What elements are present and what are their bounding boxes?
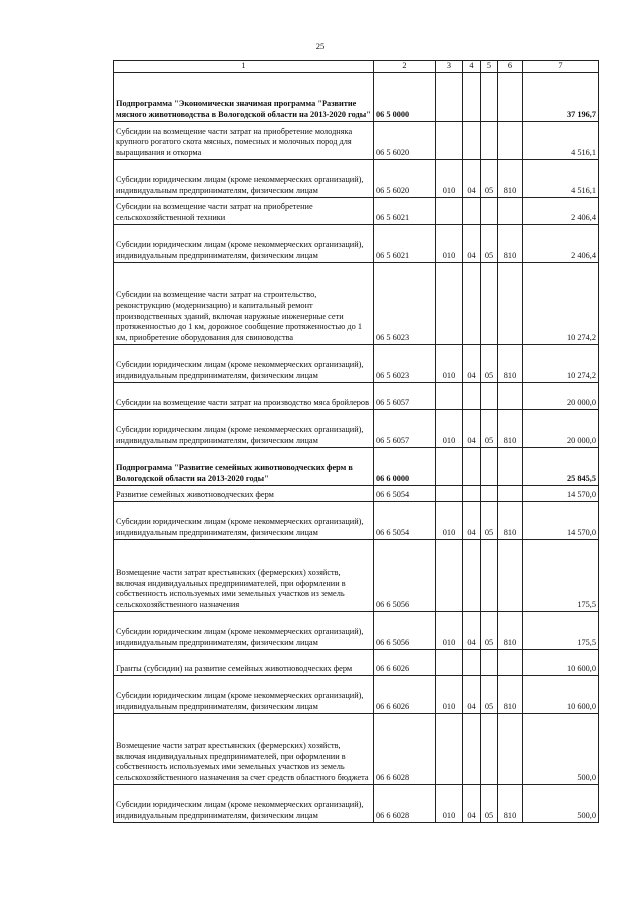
row-name: Гранты (субсидии) на развитие семейных животноводческих ферм <box>114 650 374 676</box>
row-col5 <box>481 263 498 345</box>
row-amount: 500,0 <box>523 785 599 823</box>
row-col5: 05 <box>481 345 498 383</box>
row-code: 06 6 5054 <box>374 502 436 540</box>
header-cell-name: 1 <box>114 61 374 73</box>
row-col5 <box>481 650 498 676</box>
row-amount: 2 406,4 <box>523 198 599 225</box>
row-name: Подпрограмма "Развитие семейных животноводческих ферм в Вологодской области на 2013-2020 годы" <box>114 448 374 486</box>
budget-table <box>113 60 599 823</box>
row-col4: 04 <box>463 225 481 263</box>
row-col5: 05 <box>481 225 498 263</box>
row-code: 06 5 6021 <box>374 198 436 225</box>
row-amount: 25 845,5 <box>523 448 599 486</box>
row-col5 <box>481 122 498 160</box>
table-row <box>114 676 599 714</box>
header-cell-4: 4 <box>463 61 481 73</box>
row-name: Субсидии юридическим лицам (кроме некоммерческих организаций), индивидуальным предпринимателям, физическим лицам <box>114 676 374 714</box>
row-col5 <box>481 540 498 612</box>
row-col6: 810 <box>498 225 523 263</box>
row-code: 06 6 0000 <box>374 448 436 486</box>
row-amount: 4 516,1 <box>523 160 599 198</box>
row-code: 06 5 6023 <box>374 345 436 383</box>
row-col3 <box>436 650 463 676</box>
row-col3: 010 <box>436 785 463 823</box>
row-name: Возмещение части затрат крестьянских (фермерских) хозяйств, включая индивидуальных предпринимателей, при оформлении в собственность используемых ими земельных участков из земель сельскохозяйственного назначения за счет средств областного бюджета <box>114 714 374 785</box>
row-col6: 810 <box>498 502 523 540</box>
row-amount: 14 570,0 <box>523 486 599 502</box>
row-code: 06 6 5056 <box>374 540 436 612</box>
row-name: Возмещение части затрат крестьянских (фермерских) хозяйств, включая индивидуальных предпринимателей, при оформлении в собственность используемых ими земельных участков из земель сельскохозяйственного назначения <box>114 540 374 612</box>
row-col5: 05 <box>481 785 498 823</box>
row-name: Субсидии юридическим лицам (кроме некоммерческих организаций), индивидуальным предпринимателям, физическим лицам <box>114 160 374 198</box>
row-col6 <box>498 122 523 160</box>
table-body <box>114 73 599 823</box>
row-col4 <box>463 650 481 676</box>
row-amount: 10 600,0 <box>523 676 599 714</box>
row-amount: 37 196,7 <box>523 73 599 122</box>
table-row <box>114 225 599 263</box>
table-row <box>114 122 599 160</box>
row-name: Субсидии на возмещение части затрат на производство мяса бройлеров <box>114 383 374 410</box>
row-amount: 2 406,4 <box>523 225 599 263</box>
header-cell-5: 5 <box>481 61 498 73</box>
header-cell-code: 2 <box>374 61 436 73</box>
row-amount: 20 000,0 <box>523 410 599 448</box>
row-col4: 04 <box>463 676 481 714</box>
table-row <box>114 383 599 410</box>
row-col6: 810 <box>498 785 523 823</box>
row-code: 06 5 6057 <box>374 410 436 448</box>
row-amount: 10 274,2 <box>523 263 599 345</box>
row-code: 06 5 6020 <box>374 122 436 160</box>
table-row <box>114 650 599 676</box>
row-name: Субсидии на возмещение части затрат на приобретение сельскохозяйственной техники <box>114 198 374 225</box>
row-code: 06 5 6023 <box>374 263 436 345</box>
row-amount: 10 600,0 <box>523 650 599 676</box>
row-code: 06 6 6028 <box>374 785 436 823</box>
row-amount: 4 516,1 <box>523 122 599 160</box>
row-col4 <box>463 540 481 612</box>
row-col5: 05 <box>481 502 498 540</box>
row-code: 06 6 6026 <box>374 676 436 714</box>
row-col6 <box>498 714 523 785</box>
row-name: Подпрограмма "Экономически значимая программа "Развитие мясного животноводства в Вологодской области на 2013-2020 годы" <box>114 73 374 122</box>
row-col5: 05 <box>481 676 498 714</box>
row-col5 <box>481 383 498 410</box>
row-col4: 04 <box>463 345 481 383</box>
row-name: Субсидии юридическим лицам (кроме некоммерческих организаций), индивидуальным предпринимателям, физическим лицам <box>114 225 374 263</box>
row-name: Субсидии юридическим лицам (кроме некоммерческих организаций), индивидуальным предпринимателям, физическим лицам <box>114 612 374 650</box>
row-col5 <box>481 198 498 225</box>
row-code: 06 6 6028 <box>374 714 436 785</box>
header-cell-amount: 7 <box>523 61 599 73</box>
row-col3 <box>436 383 463 410</box>
table-row <box>114 73 599 122</box>
row-col5 <box>481 448 498 486</box>
row-code: 06 6 5054 <box>374 486 436 502</box>
row-code: 06 5 6057 <box>374 383 436 410</box>
row-col4: 04 <box>463 612 481 650</box>
row-col3: 010 <box>436 345 463 383</box>
row-amount: 500,0 <box>523 714 599 785</box>
row-col3: 010 <box>436 160 463 198</box>
row-col6 <box>498 650 523 676</box>
row-amount: 20 000,0 <box>523 383 599 410</box>
table-row <box>114 345 599 383</box>
row-col4: 04 <box>463 160 481 198</box>
table-row <box>114 410 599 448</box>
table-row <box>114 486 599 502</box>
row-col3: 010 <box>436 410 463 448</box>
row-col6 <box>498 540 523 612</box>
row-name: Субсидии юридическим лицам (кроме некоммерческих организаций), индивидуальным предпринимателям, физическим лицам <box>114 502 374 540</box>
table-row <box>114 540 599 612</box>
row-amount: 175,5 <box>523 612 599 650</box>
row-col4: 04 <box>463 502 481 540</box>
row-col6: 810 <box>498 676 523 714</box>
row-col4 <box>463 122 481 160</box>
row-col6 <box>498 73 523 122</box>
header-row <box>114 61 599 73</box>
table-row <box>114 448 599 486</box>
row-col6 <box>498 263 523 345</box>
row-col3: 010 <box>436 225 463 263</box>
row-amount: 10 274,2 <box>523 345 599 383</box>
row-name: Субсидии юридическим лицам (кроме некоммерческих организаций), индивидуальным предпринимателям, физическим лицам <box>114 410 374 448</box>
row-code: 06 5 6020 <box>374 160 436 198</box>
row-col6 <box>498 448 523 486</box>
row-name: Субсидии юридическим лицам (кроме некоммерческих организаций), индивидуальным предпринимателям, физическим лицам <box>114 785 374 823</box>
row-col5 <box>481 486 498 502</box>
row-col5 <box>481 73 498 122</box>
row-col6 <box>498 383 523 410</box>
row-col4 <box>463 448 481 486</box>
row-col4 <box>463 263 481 345</box>
row-col6: 810 <box>498 410 523 448</box>
row-code: 06 6 6026 <box>374 650 436 676</box>
row-col3 <box>436 448 463 486</box>
row-col4 <box>463 383 481 410</box>
table-row <box>114 263 599 345</box>
row-col6: 810 <box>498 612 523 650</box>
row-name: Развитие семейных животноводческих ферм <box>114 486 374 502</box>
row-col6 <box>498 198 523 225</box>
row-amount: 175,5 <box>523 540 599 612</box>
page-number: 25 <box>315 41 325 51</box>
row-col3 <box>436 714 463 785</box>
row-col4 <box>463 486 481 502</box>
row-col4 <box>463 73 481 122</box>
row-col3: 010 <box>436 502 463 540</box>
row-col3: 010 <box>436 676 463 714</box>
row-col3 <box>436 263 463 345</box>
row-amount: 14 570,0 <box>523 502 599 540</box>
table-row <box>114 160 599 198</box>
row-col6 <box>498 486 523 502</box>
row-col4 <box>463 714 481 785</box>
row-col3 <box>436 540 463 612</box>
row-col5: 05 <box>481 410 498 448</box>
row-name: Субсидии на возмещение части затрат на строительство, реконструкцию (модернизацию) и капитальный ремонт производственных зданий, включая наружные инженерные сети протяженностью до 1 км, дорожное сообщение протяженностью до 1 км, приобретение оборудования для свиноводства <box>114 263 374 345</box>
row-col3 <box>436 122 463 160</box>
row-col4: 04 <box>463 410 481 448</box>
row-col4 <box>463 198 481 225</box>
row-col3 <box>436 486 463 502</box>
table-row <box>114 785 599 823</box>
row-col4: 04 <box>463 785 481 823</box>
row-col3 <box>436 73 463 122</box>
header-cell-3: 3 <box>436 61 463 73</box>
row-col6: 810 <box>498 345 523 383</box>
row-col5 <box>481 714 498 785</box>
table-row <box>114 198 599 225</box>
table-row <box>114 714 599 785</box>
row-col6: 810 <box>498 160 523 198</box>
row-name: Субсидии на возмещение части затрат на приобретение молодняка крупного рогатого скота мясных, помесных и молочных пород для выращивания и откорма <box>114 122 374 160</box>
table-row <box>114 502 599 540</box>
row-col3: 010 <box>436 612 463 650</box>
row-code: 06 6 5056 <box>374 612 436 650</box>
row-col3 <box>436 198 463 225</box>
header-cell-6: 6 <box>498 61 523 73</box>
row-col5: 05 <box>481 612 498 650</box>
row-code: 06 5 6021 <box>374 225 436 263</box>
row-code: 06 5 0000 <box>374 73 436 122</box>
table-row <box>114 612 599 650</box>
row-col5: 05 <box>481 160 498 198</box>
row-name: Субсидии юридическим лицам (кроме некоммерческих организаций), индивидуальным предпринимателям, физическим лицам <box>114 345 374 383</box>
